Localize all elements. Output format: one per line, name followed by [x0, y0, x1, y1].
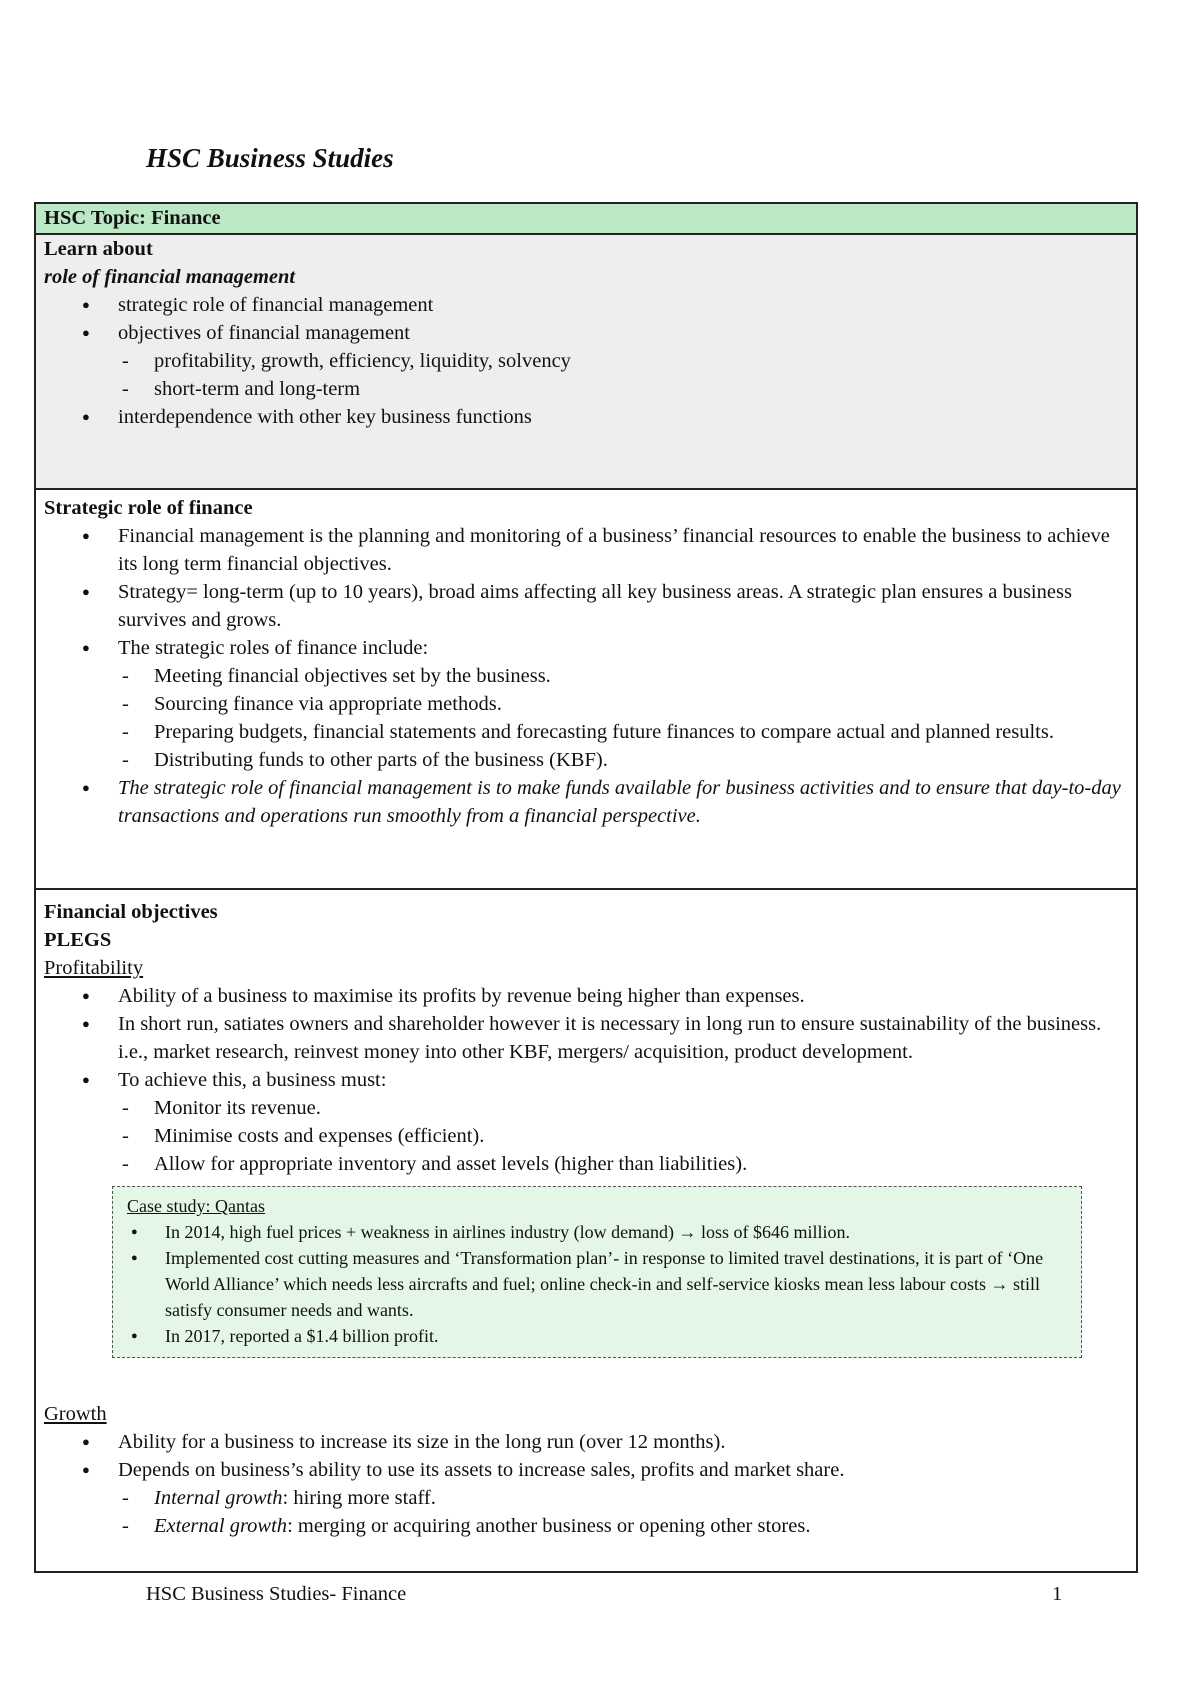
list-item: - Monitor its revenue.	[44, 1094, 1128, 1122]
topic-label: HSC Topic: Finance	[44, 207, 221, 229]
list-item: ● In 2014, high fuel prices + weakness in airlines industry (low demand) → loss of $646 million.	[127, 1219, 1069, 1245]
list-item: ● The strategic roles of finance include:	[44, 634, 1128, 662]
list-item: ● objectives of financial management	[44, 319, 1128, 347]
objectives-acronym: PLEGS	[44, 929, 112, 951]
learn-list	[44, 291, 1128, 347]
topic-row	[36, 204, 1136, 233]
case-study-title: Case study: Qantas	[127, 1196, 265, 1216]
list-item: ● Depends on business’s ability to use its assets to increase sales, profits and market share.	[44, 1456, 1128, 1484]
list-item: - short-term and long-term	[44, 375, 1128, 403]
list-item: ● interdependence with other key business functions	[44, 403, 1128, 431]
growth-types-list	[44, 1484, 1128, 1540]
list-item: ● strategic role of financial management	[44, 291, 1128, 319]
page-number: 1	[1052, 1583, 1063, 1605]
list-item: - Minimise costs and expenses (efficient).	[44, 1122, 1128, 1150]
list-item: ● Financial management is the planning and monitoring of a business’ financial resources to enable the business to achieve its long term financial objectives.	[44, 522, 1128, 578]
list-item: - Distributing funds to other parts of the business (KBF).	[44, 746, 1128, 774]
spacer	[44, 1358, 1128, 1400]
list-item: - profitability, growth, efficiency, liquidity, solvency	[44, 347, 1128, 375]
learn-heading: Learn about	[44, 238, 153, 260]
learn-subheading: role of financial management	[44, 266, 296, 288]
case-study-list	[127, 1219, 1069, 1349]
footer-text: HSC Business Studies- Finance	[146, 1583, 407, 1605]
list-item: ● Ability of a business to maximise its profits by revenue being higher than expenses.	[44, 982, 1128, 1010]
learn-about-section	[36, 233, 1136, 488]
list-item: ● Strategy= long-term (up to 10 years), broad aims affecting all key business areas. A strategic plan ensures a business survives and grows.	[44, 578, 1128, 634]
list-item	[44, 1484, 1128, 1512]
objectives-sub-list	[44, 347, 1128, 403]
internal-growth-desc: : hiring more staff.	[282, 1487, 436, 1509]
learn-list-cont	[44, 403, 1128, 431]
strategic-role-section	[36, 488, 1136, 888]
external-growth-desc: : merging or acquiring another business or opening other stores.	[287, 1515, 811, 1537]
document-title: HSC Business Studies	[146, 143, 394, 173]
list-item: - Allow for appropriate inventory and asset levels (higher than liabilities).	[44, 1150, 1128, 1178]
profitability-must-list	[44, 1094, 1128, 1178]
list-item: - Sourcing finance via appropriate methods.	[44, 690, 1128, 718]
strategic-summary: ● The strategic role of financial management is to make funds available for business activities and to ensure that day-to-day transactions and operations run smoothly from a financial perspective.	[44, 774, 1128, 830]
strategic-heading: Strategic role of finance	[44, 497, 253, 519]
strategic-summary-list	[44, 774, 1128, 830]
financial-objectives-section	[36, 888, 1136, 1571]
profitability-list	[44, 982, 1128, 1094]
case-study-box	[112, 1186, 1082, 1358]
finance-table	[34, 202, 1138, 1573]
list-item: ● To achieve this, a business must:	[44, 1066, 1128, 1094]
strategic-list	[44, 522, 1128, 662]
growth-label: Growth	[44, 1403, 107, 1425]
growth-list	[44, 1428, 1128, 1484]
strategic-roles-list	[44, 662, 1128, 774]
objectives-heading: Financial objectives	[44, 901, 218, 923]
list-item: ● Ability for a business to increase its size in the long run (over 12 months).	[44, 1428, 1128, 1456]
list-item: - Preparing budgets, financial statements and forecasting future finances to compare actual and planned results.	[44, 718, 1128, 746]
list-item: ● In short run, satiates owners and shareholder however it is necessary in long run to ensure sustainability of the business. i.e., market research, reinvest money into other KBF, mergers/ acquisition, product development.	[44, 1010, 1128, 1066]
list-item: - Meeting financial objectives set by the business.	[44, 662, 1128, 690]
list-item	[44, 1512, 1128, 1540]
list-item: ● Implemented cost cutting measures and ‘Transformation plan’- in response to limited travel destinations, it is part of ‘One World Alliance’ which needs less aircrafts and fuel; online check-in and self-service kiosks mean less labour costs → still satisfy consumer needs and wants.	[127, 1245, 1069, 1323]
external-growth-term: External growth	[154, 1515, 288, 1537]
list-item: ● In 2017, reported a $1.4 billion profit.	[127, 1323, 1069, 1349]
internal-growth-term: Internal growth	[154, 1487, 283, 1509]
profitability-label: Profitability	[44, 957, 144, 979]
